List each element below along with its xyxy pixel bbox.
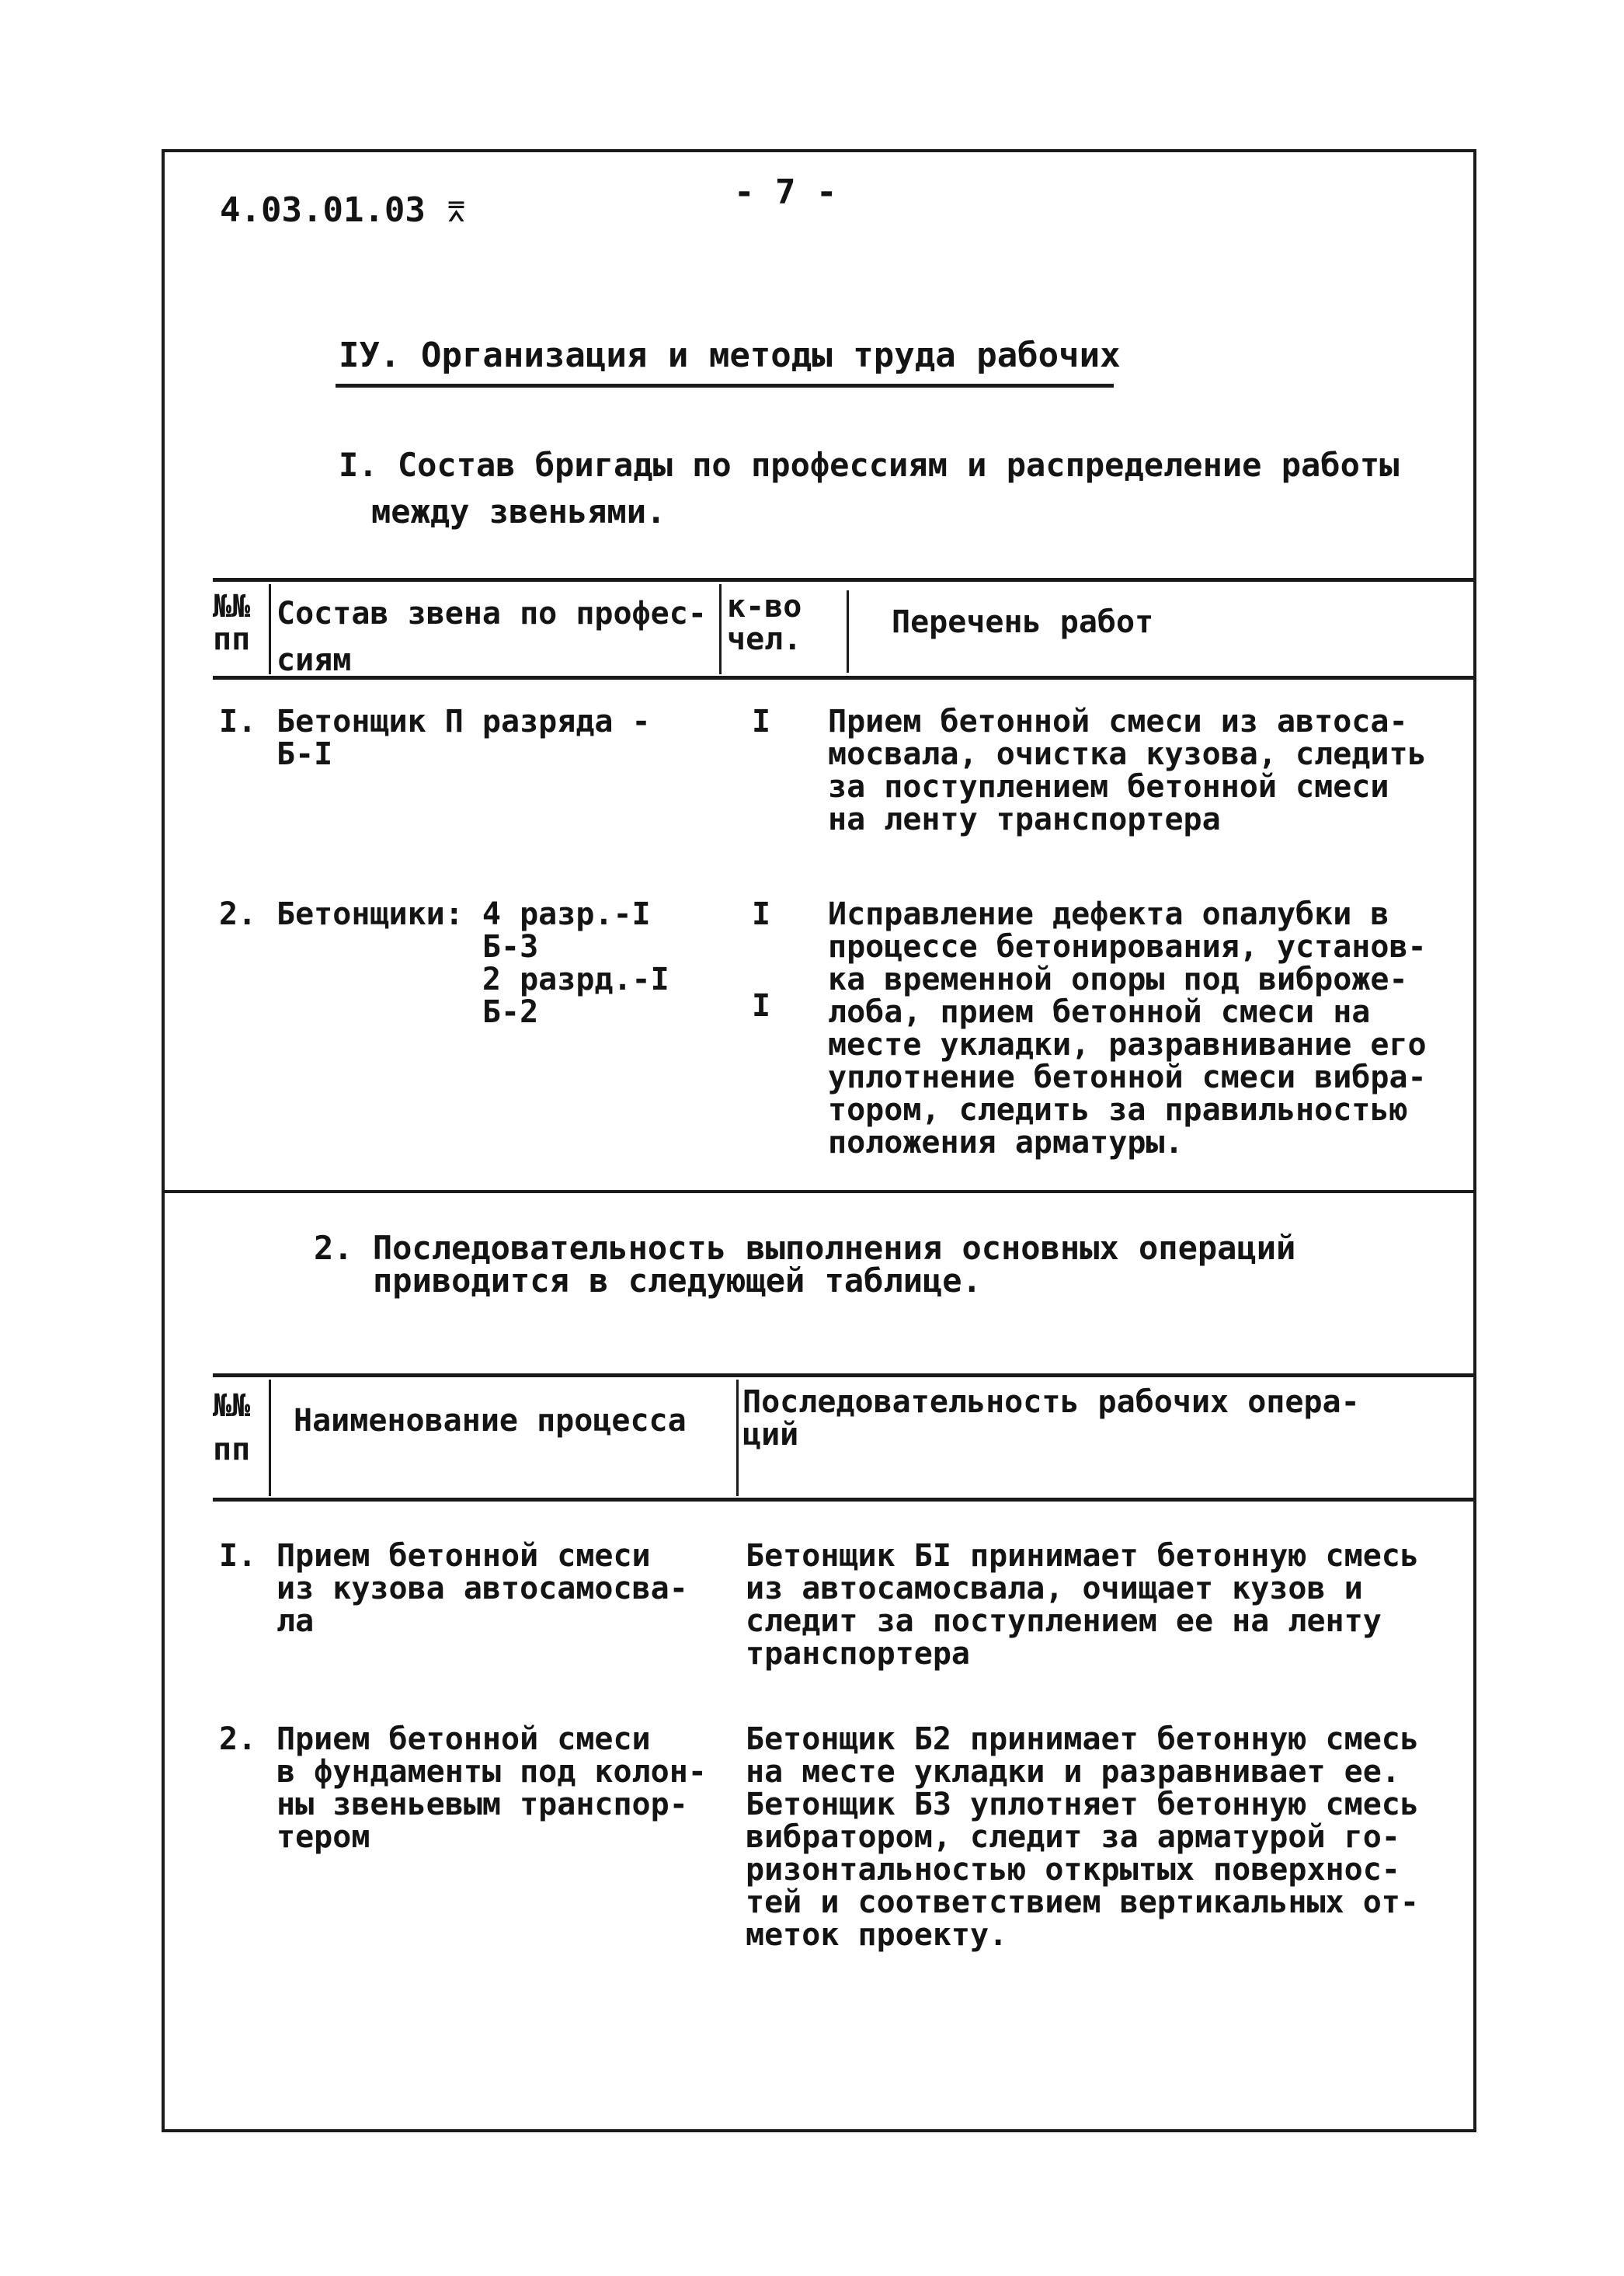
table1-row2-num: 2. <box>219 896 257 932</box>
table1-header-works: Перечень работ <box>892 604 1154 640</box>
table1-row2-composition: Бетонщики: 4 разр.-I Б-3 2 разрд.-I Б-2 <box>276 896 669 1030</box>
table1-top-rule <box>213 578 1476 582</box>
part1-heading-line1: I. Состав бригады по профессиям и распределение работы <box>339 446 1400 484</box>
table1-row1-composition: Бетонщик П разряда - Б-I <box>276 704 651 772</box>
table2-row2-process: Прием бетонной смеси в фундаменты под колон- ны звеньевым транспор- тером <box>276 1721 707 1855</box>
table1-row1-works: Прием бетонной смеси из автоса- мосвала, очистка кузова, следить за поступлением бетонной смеси на ленту транспортера <box>828 704 1427 837</box>
page-number: - 7 - <box>734 172 837 212</box>
table2-header-rule <box>213 1498 1476 1502</box>
table2-col-divider-1 <box>269 1380 271 1496</box>
table1-col-divider-3 <box>847 590 849 673</box>
table1-row2-count-a: I <box>752 896 771 932</box>
table2-header-sequence: Последовательность рабочих опера- ций <box>742 1384 1360 1453</box>
part1-heading-line2: между звеньями. <box>371 492 666 531</box>
table2-row1-num: I. <box>219 1538 257 1574</box>
table1-row2-count-b: I <box>752 988 771 1024</box>
table2-row1-sequence: Бетонщик БI принимает бетонную смесь из автосамосвала, очищает кузов и следит за поступлением ее на ленту транспортера <box>746 1538 1419 1672</box>
table1-col-divider-2 <box>719 584 722 674</box>
table2-col-divider-2 <box>736 1380 739 1496</box>
table2-header-num: №№ пп <box>213 1388 251 1467</box>
part2-heading-line1: 2. Последовательность выполнения основных операций <box>314 1229 1296 1267</box>
part2-heading-line2: приводится в следующей таблице. <box>373 1262 982 1300</box>
table1-row1-num: I. <box>219 704 257 740</box>
table2-row1-process: Прием бетонной смеси из кузова автосамосва- ла <box>276 1538 688 1639</box>
table1-header-count: к-во чел. <box>727 589 802 657</box>
table1-bottom-rule <box>163 1190 1476 1193</box>
table2-header-process: Наименование процесса <box>294 1403 687 1439</box>
section-title: IУ. Организация и методы труда рабочих <box>339 336 1121 375</box>
table1-row1-count: I <box>752 704 771 740</box>
table2-row2-num: 2. <box>219 1721 257 1757</box>
table2-row2-sequence: Бетонщик Б2 принимает бетонную смесь на месте укладки и разравнивает ее. Бетонщик Б3 уплотняет бетонную смесь вибратором, следит за арматурой го- ризонтальностью открытых поверхнос- тей и соответствием вертикальных от- меток проекту. <box>746 1721 1419 1953</box>
table1-header-composition: Состав звена по профес- сиям <box>276 596 707 678</box>
table2-top-rule <box>213 1373 1476 1377</box>
table1-row2-works: Исправление дефекта опалубки в процессе бетонирования, установ- ка временной опоры под виброже- лоба, прием бетонной смеси на месте укладки, разравнивание его уплотнение бетонной смеси вибра- тором, следить за правильностью положения арматуры. <box>828 896 1427 1161</box>
section-title-underline <box>336 384 1114 388</box>
document-number: 4.03.01.03 ⌆ <box>220 190 467 230</box>
table1-header-num: №№ пп <box>213 589 251 657</box>
table1-col-divider-1 <box>269 584 271 674</box>
